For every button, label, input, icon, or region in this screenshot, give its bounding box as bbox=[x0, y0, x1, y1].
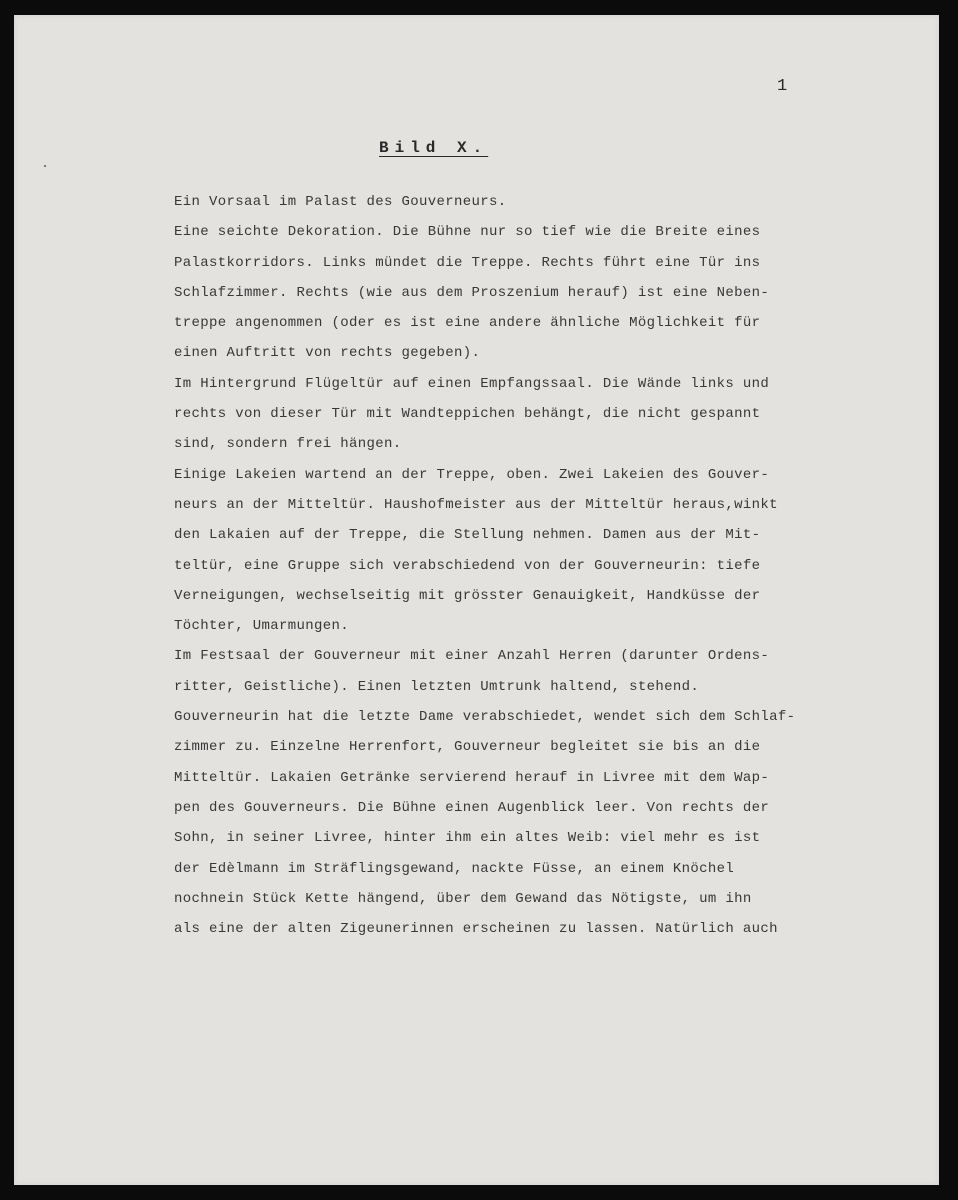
text-line: Eine seichte Dekoration. Die Bühne nur so tief wie die Breite eines bbox=[174, 224, 761, 241]
text-line: Palastkorridors. Links mündet die Treppe. Rechts führt eine Tür ins bbox=[174, 254, 761, 271]
text-line: ritter, Geistliche). Einen letzten Umtrunk haltend, stehend. bbox=[174, 678, 700, 695]
text-line: Im Festsaal der Gouverneur mit einer Anzahl Herren (darunter Ordens- bbox=[174, 648, 770, 665]
text-line: einen Auftritt von rechts gegeben). bbox=[174, 345, 481, 362]
text-line: teltür, eine Gruppe sich verabschiedend von der Gouverneurin: tiefe bbox=[174, 557, 761, 574]
text-line: pen des Gouverneurs. Die Bühne einen Augenblick leer. Von rechts der bbox=[174, 799, 770, 816]
body-text bbox=[174, 187, 894, 944]
text-line: Schlafzimmer. Rechts (wie aus dem Proszenium herauf) ist eine Neben- bbox=[174, 284, 770, 301]
text-line: als eine der alten Zigeunerinnen erscheinen zu lassen. Natürlich auch bbox=[174, 921, 778, 938]
text-line: Ein Vorsaal im Palast des Gouverneurs. bbox=[174, 194, 507, 210]
text-line: der Edèlmann im Sträflingsgewand, nackte Füsse, an einem Knöchel bbox=[174, 860, 735, 877]
stray-ink-mark bbox=[44, 165, 46, 167]
text-line: sind, sondern frei hängen. bbox=[174, 436, 402, 453]
text-line: neurs an der Mitteltür. Haushofmeister aus der Mitteltür heraus,winkt bbox=[174, 496, 778, 513]
text-line: den Lakaien auf der Treppe, die Stellung nehmen. Damen aus der Mit- bbox=[174, 527, 761, 544]
page-number: 1 bbox=[777, 77, 788, 96]
text-line: Sohn, in seiner Livree, hinter ihm ein altes Weib: viel mehr es ist bbox=[174, 830, 761, 847]
text-line: Einige Lakeien wartend an der Treppe, oben. Zwei Lakeien des Gouver- bbox=[174, 466, 770, 483]
text-line: Mitteltür. Lakaien Getränke servierend herauf in Livree mit dem Wap- bbox=[174, 769, 770, 786]
text-line: Verneigungen, wechselseitig mit grösster Genauigkeit, Handküsse der bbox=[174, 587, 761, 604]
text-line: Gouverneurin hat die letzte Dame verabschiedet, wendet sich dem Schlaf- bbox=[174, 709, 796, 726]
text-line: Töchter, Umarmungen. bbox=[174, 618, 350, 635]
text-line: zimmer zu. Einzelne Herrenfort, Gouverneur begleitet sie bis an die bbox=[174, 739, 761, 756]
typewritten-page bbox=[14, 15, 939, 1185]
text-line: rechts von dieser Tür mit Wandteppichen behängt, die nicht gespannt bbox=[174, 406, 761, 423]
text-line: treppe angenommen (oder es ist eine andere ähnliche Möglichkeit für bbox=[174, 315, 761, 332]
scene-heading: Bild X. bbox=[379, 139, 489, 157]
text-line: nochnein Stück Kette hängend, über dem Gewand das Nötigste, um ihn bbox=[174, 890, 752, 907]
text-line: Im Hintergrund Flügeltür auf einen Empfangssaal. Die Wände links und bbox=[174, 375, 770, 392]
